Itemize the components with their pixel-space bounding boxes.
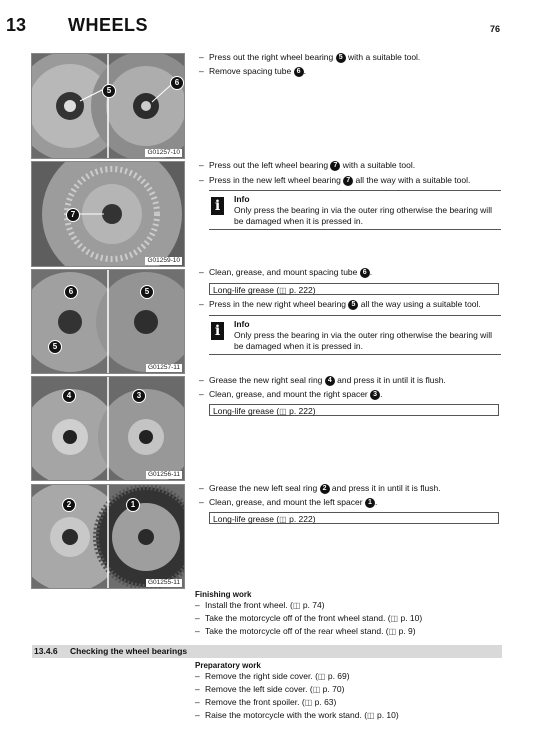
instruction-step — [199, 267, 509, 278]
figure-id: G01257-11 — [147, 364, 180, 371]
grease-text: ) — [312, 514, 316, 524]
callout-badge: 5 — [336, 53, 346, 63]
instruction-step — [199, 483, 509, 494]
photo-figure — [31, 53, 185, 159]
grease-text: Long-life grease ( — [213, 285, 280, 295]
page-ref-link[interactable]: p. 222 — [289, 514, 313, 524]
item-text: Install the front wheel. ( — [205, 600, 293, 610]
list-item — [195, 710, 505, 721]
book-ref-icon: ◫ — [317, 672, 326, 681]
info-heading: Info — [234, 319, 250, 329]
dash-bullet: – — [199, 52, 204, 62]
step-text: and press it in until it is flush. — [329, 483, 441, 493]
instruction-step — [199, 299, 509, 310]
grease-text: Long-life grease ( — [213, 514, 280, 524]
info-text: Only press the bearing in via the outer ring otherwise the bearing will be damaged when it is pressed in. — [234, 205, 492, 226]
item-text: ) — [333, 697, 337, 707]
callout-badge: 5 — [102, 84, 116, 98]
instruction-step — [199, 497, 509, 508]
list-item — [195, 697, 505, 708]
instruction-step — [199, 375, 509, 386]
step-text: Press out the left wheel bearing — [209, 160, 331, 170]
page-ref-link[interactable]: p. 222 — [289, 406, 313, 416]
list-item — [195, 671, 505, 682]
book-ref-icon: ◫ — [367, 711, 375, 720]
figure-id: G01255-11 — [147, 579, 180, 586]
instruction-step — [199, 389, 509, 400]
callout-badge: 5 — [348, 300, 358, 310]
book-ref-icon: ◫ — [304, 698, 313, 707]
page-ref-link[interactable]: p. 63 — [314, 697, 334, 707]
step-text: Press out the right wheel bearing — [209, 52, 336, 62]
step-text: Clean, grease, and mount spacing tube — [209, 267, 360, 277]
figure-id: G01256-11 — [147, 471, 180, 478]
step-text: . — [303, 66, 306, 76]
step-text: . — [374, 497, 378, 507]
page-ref-link[interactable]: p. 9 — [398, 626, 413, 636]
instruction-step — [199, 160, 509, 171]
dash-bullet: – — [199, 389, 204, 399]
step-text: Grease the new left seal ring — [209, 483, 320, 493]
page-ref-link[interactable]: p. 222 — [289, 285, 313, 295]
book-ref-icon: ◫ — [279, 515, 287, 524]
section-title: Checking the wheel bearings — [70, 646, 188, 656]
step-text: Clean, grease, and mount the right spacer — [209, 389, 371, 399]
dash-bullet: – — [199, 483, 204, 493]
item-text: Remove the front spoiler. ( — [205, 697, 305, 707]
grease-spec-box — [209, 283, 499, 295]
book-ref-icon: ◫ — [390, 614, 399, 623]
dash-bullet: – — [195, 613, 200, 623]
step-text: with a suitable tool. — [340, 160, 416, 170]
photo-figure — [31, 484, 185, 589]
dash-bullet: – — [195, 710, 200, 720]
info-text: Only press the bearing in via the outer ring otherwise the bearing will be damaged when it is pressed in. — [234, 330, 492, 351]
callout-badge: 4 — [62, 389, 76, 403]
item-text: Take the motorcycle off of the rear wheel stand. ( — [205, 626, 389, 636]
item-text: Take the motorcycle off of the front wheel stand. ( — [205, 613, 391, 623]
info-note — [209, 190, 501, 230]
list-item — [195, 600, 505, 611]
grease-text: Long-life grease ( — [213, 406, 280, 416]
brake-disc-photo — [32, 162, 184, 266]
step-text: all the way using a suitable tool. — [358, 299, 481, 309]
grease-text: ) — [312, 406, 316, 416]
page-ref-link[interactable]: p. 10 — [400, 613, 420, 623]
instruction-step — [199, 175, 509, 186]
step-text: Press in the new right wheel bearing — [209, 299, 349, 309]
page-ref-link[interactable]: p. 69 — [327, 671, 347, 681]
list-item — [195, 613, 505, 624]
book-ref-icon: ◫ — [292, 601, 301, 610]
item-text: ) — [419, 613, 423, 623]
step-text: Clean, grease, and mount the left spacer — [209, 497, 365, 507]
figure-id: G01257-10 — [147, 149, 180, 156]
list-item — [195, 626, 505, 637]
page-ref-link[interactable]: p. 70 — [322, 684, 342, 694]
page-number: 76 — [489, 24, 500, 34]
callout-badge: 5 — [140, 285, 154, 299]
dash-bullet: – — [199, 267, 204, 277]
callout-badge: 5 — [48, 340, 62, 354]
item-text: Raise the motorcycle with the work stand. ( — [205, 710, 368, 720]
figure-id: G01259-10 — [147, 257, 180, 264]
info-icon: i — [211, 197, 224, 215]
dash-bullet: – — [199, 175, 204, 185]
callout-badge: 6 — [64, 285, 78, 299]
step-text: Press in the new left wheel bearing — [209, 175, 344, 185]
item-text: Remove the right side cover. ( — [205, 671, 318, 681]
grease-spec-box — [209, 404, 499, 416]
instruction-step — [199, 52, 509, 63]
step-text: Remove spacing tube — [209, 66, 294, 76]
info-note — [209, 315, 501, 355]
dash-bullet: – — [199, 66, 204, 76]
page-ref-link[interactable]: p. 10 — [376, 710, 396, 720]
finishing-heading: Finishing work — [195, 590, 252, 599]
book-ref-icon: ◫ — [388, 627, 397, 636]
book-ref-icon: ◫ — [279, 407, 287, 416]
section-number: 13.4.6 — [34, 646, 58, 656]
item-text: ) — [346, 671, 350, 681]
dash-bullet: – — [199, 299, 204, 309]
step-text: and press it in until it is flush. — [334, 375, 446, 385]
photo-figure — [31, 269, 185, 374]
info-heading: Info — [234, 194, 250, 204]
chapter-number: 13 — [6, 15, 27, 35]
step-text: all the way with a suitable tool. — [353, 175, 471, 185]
dash-bullet: – — [195, 684, 200, 694]
spacer-photo — [32, 485, 184, 588]
dash-bullet: – — [199, 375, 204, 385]
callout-badge: 3 — [132, 389, 146, 403]
callout-badge: 7 — [343, 176, 353, 186]
seal-ring-photo — [32, 377, 184, 480]
book-ref-icon: ◫ — [279, 286, 287, 295]
instruction-step — [199, 66, 509, 77]
step-text: with a suitable tool. — [345, 52, 421, 62]
item-text: ) — [321, 600, 325, 610]
dash-bullet: – — [195, 671, 200, 681]
step-text: Grease the new right seal ring — [209, 375, 325, 385]
callout-badge: 4 — [325, 376, 335, 386]
dash-bullet: – — [199, 160, 204, 170]
callout-badge: 1 — [365, 498, 375, 508]
item-text: ) — [341, 684, 345, 694]
preparatory-heading: Preparatory work — [195, 661, 261, 670]
step-text: . — [369, 267, 373, 277]
grease-text: ) — [312, 285, 316, 295]
photo-figure — [31, 161, 185, 267]
item-text: ) — [395, 710, 399, 720]
dash-bullet: – — [195, 600, 200, 610]
callout-badge: 7 — [330, 161, 340, 171]
grease-spec-box — [209, 512, 499, 524]
callout-badge: 3 — [370, 390, 380, 400]
dash-bullet: – — [195, 697, 200, 707]
wheel-hub-photo — [32, 54, 184, 158]
callout-badge: 6 — [360, 268, 370, 278]
callout-badge: 2 — [320, 484, 330, 494]
callout-badge: 2 — [62, 498, 76, 512]
item-text: Remove the left side cover. ( — [205, 684, 313, 694]
dash-bullet: – — [199, 497, 204, 507]
callout-badge: 6 — [170, 76, 184, 90]
step-text: . — [380, 389, 383, 399]
callout-badge: 1 — [126, 498, 140, 512]
list-item — [195, 684, 505, 695]
wheel-hub-photo — [32, 270, 184, 373]
item-text: ) — [412, 626, 416, 636]
info-icon: i — [211, 322, 224, 340]
dash-bullet: – — [195, 626, 200, 636]
callout-badge: 6 — [294, 67, 304, 77]
page-ref-link[interactable]: p. 74 — [302, 600, 322, 610]
callout-badge: 7 — [66, 208, 80, 222]
photo-figure — [31, 376, 185, 481]
chapter-title: WHEELS — [68, 15, 149, 35]
book-ref-icon: ◫ — [312, 685, 321, 694]
